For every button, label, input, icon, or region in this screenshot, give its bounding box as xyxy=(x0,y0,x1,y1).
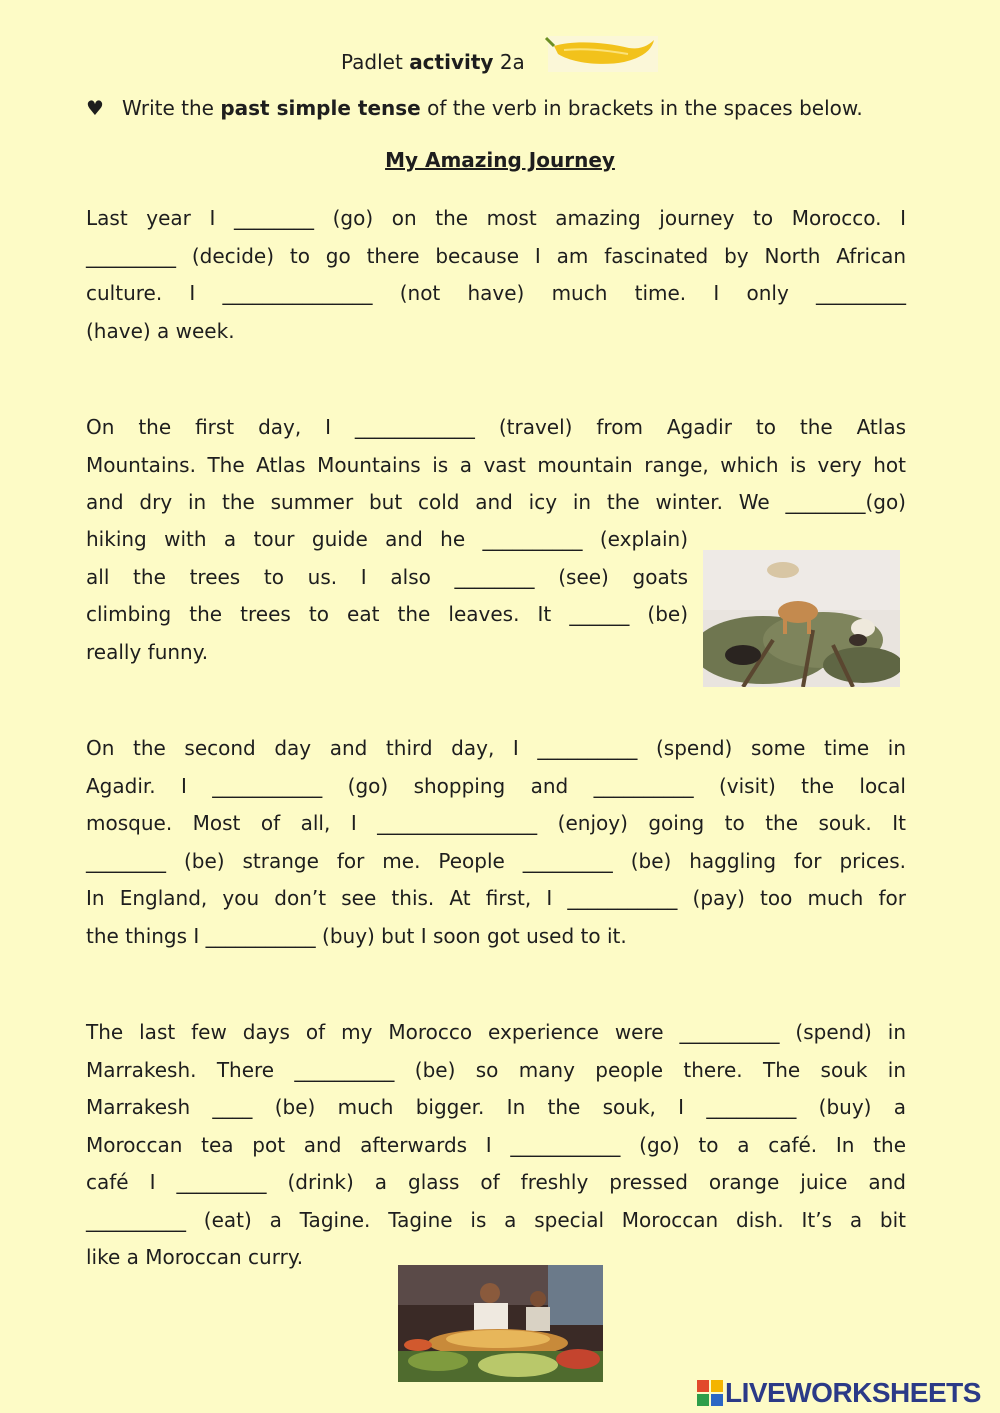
header-prefix: Padlet xyxy=(341,50,403,74)
market-stall-illustration xyxy=(398,1265,603,1382)
paragraph-line: Marrakesh. There __________ (be) so many people there. The souk in xyxy=(86,1057,906,1082)
paragraph-3 xyxy=(86,730,906,955)
paragraph-line: café I _________ (drink) a glass of freshly pressed orange juice and xyxy=(86,1170,906,1194)
document-title: My Amazing Journey xyxy=(385,148,615,172)
header-suffix: 2a xyxy=(499,50,525,74)
paragraph-line: __________ (eat) a Tagine. Tagine is a special Moroccan dish. It’s a bit xyxy=(86,1207,906,1232)
paragraph-line: climbing the trees to eat the leaves. It ______ (be) xyxy=(86,602,688,626)
paragraph-line: hiking with a tour guide and he __________ (explain) xyxy=(86,527,688,551)
page-header-title xyxy=(341,50,525,74)
paragraph-line: In England, you don’t see this. At first, I ___________ (pay) too much for xyxy=(86,886,906,910)
paragraph-line: The last few days of my Morocco experience were __________ (spend) in xyxy=(86,1020,906,1044)
liveworksheets-logo-icon xyxy=(697,1380,723,1406)
instruction-bold: past simple tense xyxy=(220,96,421,120)
goats-in-tree-illustration xyxy=(703,550,900,687)
heart-bullet-icon: ♥ xyxy=(86,96,104,120)
paragraph-line: On the first day, I ____________ (travel) from Agadir to the Atlas xyxy=(86,415,906,439)
paragraph-line: Marrakesh ____ (be) much bigger. In the souk, I _________ (buy) a xyxy=(86,1095,906,1119)
paragraph-2-continued xyxy=(86,521,688,671)
liveworksheets-watermark xyxy=(697,1376,997,1410)
instruction-before: Write the xyxy=(122,96,214,120)
paragraph-line: Agadir. I ___________ (go) shopping and __________ (visit) the local xyxy=(86,773,906,798)
paragraph-line: the things I ___________ (buy) but I soon got used to it. xyxy=(86,923,627,948)
paragraph-line: culture. I _______________ (not have) much time. I only _________ xyxy=(86,281,906,305)
paragraph-2 xyxy=(86,409,906,522)
paragraph-line: mosque. Most of all, I ________________ (enjoy) going to the souk. It xyxy=(86,811,906,835)
paragraph-line: (have) a week. xyxy=(86,318,235,343)
paragraph-line: really funny. xyxy=(86,639,209,664)
paragraph-line: Last year I ________ (go) on the most amazing journey to Morocco. I xyxy=(86,206,906,230)
paragraph-line: all the trees to us. I also ________ (see) goats xyxy=(86,564,688,589)
instruction xyxy=(86,96,863,120)
paragraph-line: _________ (decide) to go there because I am fascinated by North African xyxy=(86,243,906,268)
paragraph-line: On the second day and third day, I __________ (spend) some time in xyxy=(86,736,906,760)
paragraph-line: like a Moroccan curry. xyxy=(86,1245,304,1269)
header xyxy=(0,48,1000,78)
paragraph-line: ________ (be) strange for me. People _________ (be) haggling for prices. xyxy=(86,848,906,873)
goats-in-tree-image xyxy=(703,550,900,687)
paragraph-1 xyxy=(86,200,906,350)
paragraph-line: and dry in the summer but cold and icy in the winter. We ________(go) xyxy=(86,490,906,514)
header-bold: activity xyxy=(409,50,494,74)
paragraph-4 xyxy=(86,1014,906,1277)
paragraph-line: Mountains. The Atlas Mountains is a vast mountain range, which is very hot xyxy=(86,452,906,477)
paragraph-line: Moroccan tea pot and afterwards I ___________ (go) to a café. In the xyxy=(86,1132,906,1157)
chili-pepper-icon xyxy=(544,36,658,72)
instruction-after: of the verb in brackets in the spaces below. xyxy=(427,96,863,120)
market-stall-image xyxy=(398,1265,603,1382)
watermark-text: LIVEWORKSHEETS xyxy=(725,1377,981,1408)
